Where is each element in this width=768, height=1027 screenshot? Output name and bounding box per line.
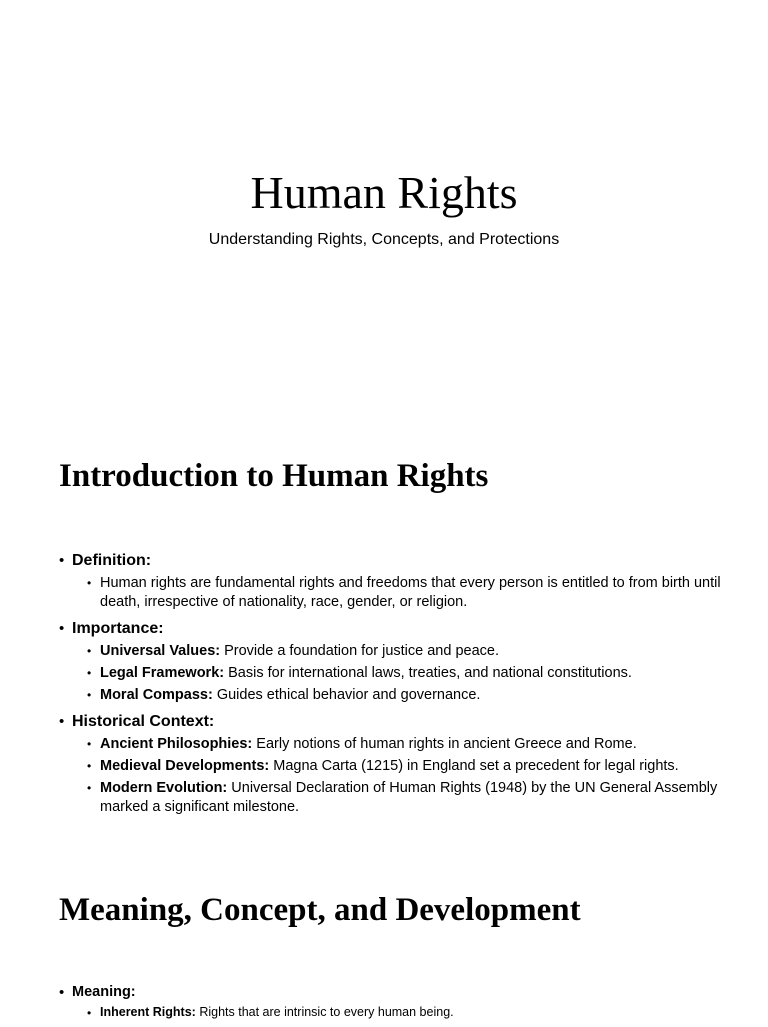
sub-bullet-list — [87, 1004, 749, 1021]
sub-bullet-list — [87, 574, 749, 612]
sub-bullet-term: Medieval Developments: — [100, 758, 270, 774]
bullet-item-historical-context — [59, 711, 749, 817]
sub-bullet-text: Magna Carta (1215) in England set a precedent for legal rights. — [269, 758, 679, 774]
sub-bullet-item — [87, 735, 749, 754]
sub-bullet-list — [87, 735, 749, 817]
presentation-subtitle: Understanding Rights, Concepts, and Protections — [208, 231, 560, 248]
sub-bullet-term: Moral Compass: — [100, 687, 213, 703]
sub-bullet-text: Basis for international laws, treaties, and national constitutions. — [224, 665, 632, 681]
sub-bullet-text: Human rights are fundamental rights and freedoms that every person is entitled to from birth until death, irrespective of nationality, race, gender, or religion. — [100, 575, 721, 610]
presentation-title: Human Rights — [250, 167, 518, 218]
sub-bullet-text: Rights that are intrinsic to every human being. — [195, 1005, 454, 1019]
sub-bullet-term: Inherent Rights: — [100, 1005, 196, 1019]
sub-bullet-term: Universal Values: — [100, 643, 221, 659]
bullet-item-meaning — [59, 982, 749, 1021]
sub-bullet-text: Guides ethical behavior and governance. — [212, 687, 481, 703]
sub-bullet-item — [87, 686, 749, 705]
sub-bullet-term: Ancient Philosophies: — [100, 736, 253, 752]
sub-bullet-term: Modern Evolution: — [100, 780, 228, 796]
sub-bullet-item — [87, 642, 749, 661]
sub-bullet-item — [87, 779, 749, 817]
sub-bullet-text: Provide a foundation for justice and peace. — [220, 643, 499, 659]
sub-bullet-item — [87, 1004, 749, 1021]
bullet-label: • Importance: — [72, 620, 164, 637]
bullet-list — [59, 550, 749, 823]
section-title: Introduction to Human Rights — [59, 458, 489, 494]
sub-bullet-item — [87, 574, 749, 612]
bullet-label: • Historical Context: — [72, 713, 215, 730]
bullet-item-definition — [59, 550, 749, 612]
section-title: Meaning, Concept, and Development — [59, 892, 581, 928]
title-slide — [0, 0, 768, 420]
sub-bullet-text: Early notions of human rights in ancient Greece and Rome. — [252, 736, 637, 752]
sub-bullet-list — [87, 642, 749, 705]
sub-bullet-term: Legal Framework: — [100, 665, 225, 681]
bullet-label: • Definition: — [72, 552, 152, 569]
bullet-item-importance — [59, 618, 749, 705]
bullet-label: • Meaning: — [72, 984, 136, 1000]
sub-bullet-item — [87, 664, 749, 683]
sub-bullet-item — [87, 757, 749, 776]
sub-bullet-text: Universal Declaration of Human Rights (1948) by the UN General Assembly marked a significant milestone. — [100, 780, 718, 815]
bullet-list — [59, 982, 749, 1027]
